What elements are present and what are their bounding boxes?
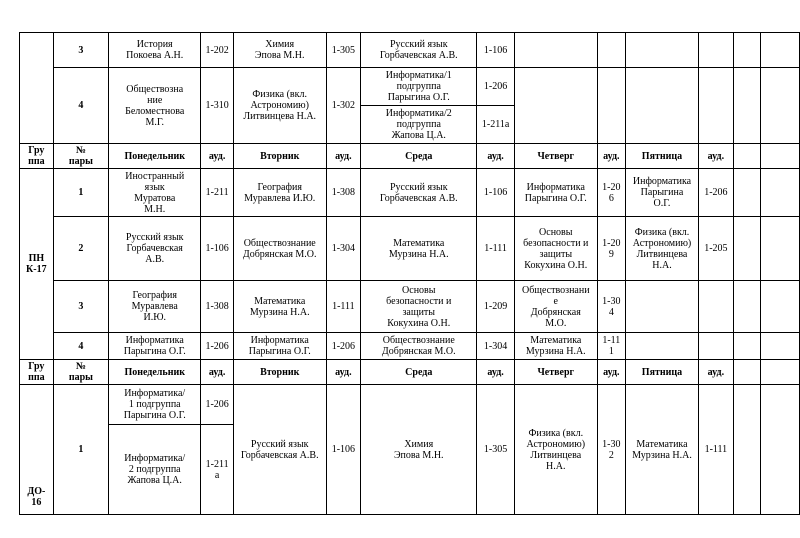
table-row — [20, 33, 800, 68]
pair-number: 1 — [53, 385, 108, 515]
wednesday-room: 1-209 — [477, 281, 515, 333]
header-room: ауд. — [477, 360, 515, 385]
friday-subject — [625, 281, 698, 333]
monday-subgroup-1: Информатика/ 1 подгруппа Парыгина О.Г. — [109, 385, 201, 425]
thursday-room: 1-30 4 — [597, 281, 625, 333]
group-cell — [20, 33, 54, 144]
wednesday-subject: Химия Эпова М.Н. — [361, 385, 477, 515]
monday-subject: Иностранный язык Муратова М.Н. — [109, 169, 201, 217]
header-room: ауд. — [699, 144, 734, 169]
thursday-room — [597, 33, 625, 68]
friday-room: 1-205 — [699, 217, 734, 281]
monday-room: 1-211 а — [201, 425, 234, 515]
tuesday-subject: Русский язык Горбачевская А.В. — [233, 385, 326, 515]
thursday-subject: Информатика Парыгина О.Г. — [514, 169, 597, 217]
friday-room — [699, 281, 734, 333]
friday-room — [699, 333, 734, 360]
tuesday-subject: Математика Мурзина Н.А. — [233, 281, 326, 333]
header-group: Гру ппа — [20, 360, 54, 385]
extra-cell — [761, 169, 800, 217]
extra-cell — [733, 217, 761, 281]
wednesday-subgroup-1: Информатика/1 подгруппа Парыгина О.Г. — [361, 68, 477, 106]
tuesday-subject: Обществознание Добрянская М.О. — [233, 217, 326, 281]
thursday-subject: Основы безопасности и защиты Кокухина О.Н. — [514, 217, 597, 281]
pair-number: 4 — [53, 333, 108, 360]
schedule-table — [19, 32, 800, 515]
monday-room: 1-202 — [201, 33, 234, 68]
extra-cell — [733, 33, 761, 68]
extra-cell — [733, 281, 761, 333]
friday-room: 1-206 — [699, 169, 734, 217]
friday-subject: Физика (вкл. Астрономию) Литвинцева Н.А. — [625, 217, 698, 281]
thursday-room — [597, 68, 625, 144]
header-friday: Пятница — [625, 360, 698, 385]
thursday-subject: Математика Мурзина Н.А. — [514, 333, 597, 360]
thursday-room: 1-30 2 — [597, 385, 625, 515]
wednesday-subject: Основы безопасности и защиты Кокухина О.Н. — [361, 281, 477, 333]
header-wednesday: Среда — [361, 360, 477, 385]
tuesday-room: 1-111 — [326, 281, 361, 333]
tuesday-room: 1-206 — [326, 333, 361, 360]
friday-room: 1-111 — [699, 385, 734, 515]
header-friday: Пятница — [625, 144, 698, 169]
extra-cell — [733, 169, 761, 217]
thursday-room: 1-20 9 — [597, 217, 625, 281]
thursday-subject: Обществознани е Добрянская М.О. — [514, 281, 597, 333]
friday-subject — [625, 33, 698, 68]
friday-room — [699, 68, 734, 144]
extra-cell — [733, 360, 761, 385]
extra-cell — [733, 385, 761, 515]
friday-subject: Информатика Парыгина О.Г. — [625, 169, 698, 217]
wednesday-room: 1-111 — [477, 217, 515, 281]
header-room: ауд. — [597, 144, 625, 169]
table-row — [20, 217, 800, 281]
thursday-room: 1-11 1 — [597, 333, 625, 360]
table-row — [20, 281, 800, 333]
tuesday-room: 1-304 — [326, 217, 361, 281]
group-name: ДО- 16 — [20, 385, 54, 515]
header-room: ауд. — [477, 144, 515, 169]
header-wednesday: Среда — [361, 144, 477, 169]
header-room: ауд. — [699, 360, 734, 385]
group-name: ПН К-17 — [20, 169, 54, 360]
tuesday-subject: География Муравлева И.Ю. — [233, 169, 326, 217]
thursday-subject: Физика (вкл. Астрономию) Литвинцева Н.А. — [514, 385, 597, 515]
header-thursday: Четверг — [514, 144, 597, 169]
monday-subject: История Покоева А.Н. — [109, 33, 201, 68]
monday-room: 1-310 — [201, 68, 234, 144]
extra-cell — [761, 360, 800, 385]
header-monday: Понедельник — [109, 144, 201, 169]
table-header-row — [20, 360, 800, 385]
pair-number: 4 — [53, 68, 108, 144]
header-room: ауд. — [201, 360, 234, 385]
header-room: ауд. — [597, 360, 625, 385]
pair-number: 3 — [53, 281, 108, 333]
wednesday-room: 1-206 — [477, 68, 515, 106]
monday-subject: География Муравлева И.Ю. — [109, 281, 201, 333]
wednesday-subject: Обществознание Добрянская М.О. — [361, 333, 477, 360]
tuesday-subject: Физика (вкл. Астрономию) Литвинцева Н.А. — [233, 68, 326, 144]
tuesday-subject: Информатика Парыгина О.Г. — [233, 333, 326, 360]
wednesday-subject: Русский язык Горбачевская А.В. — [361, 169, 477, 217]
friday-room — [699, 33, 734, 68]
tuesday-subject: Химия Эпова М.Н. — [233, 33, 326, 68]
tuesday-room: 1-308 — [326, 169, 361, 217]
wednesday-room: 1-304 — [477, 333, 515, 360]
friday-subject: Математика Мурзина Н.А. — [625, 385, 698, 515]
wednesday-room: 1-106 — [477, 169, 515, 217]
header-tuesday: Вторник — [233, 144, 326, 169]
pair-number: 3 — [53, 33, 108, 68]
wednesday-subject: Русский язык Горбачевская А.В. — [361, 33, 477, 68]
monday-room: 1-206 — [201, 333, 234, 360]
extra-cell — [733, 144, 761, 169]
header-group: Гру ппа — [20, 144, 54, 169]
table-header-row — [20, 144, 800, 169]
monday-room: 1-106 — [201, 217, 234, 281]
header-room: ауд. — [326, 144, 361, 169]
extra-cell — [761, 333, 800, 360]
monday-subgroup-2: Информатика/ 2 подгруппа Жапова Ц.А. — [109, 425, 201, 515]
friday-subject — [625, 333, 698, 360]
extra-cell — [733, 333, 761, 360]
schedule-sheet — [19, 32, 800, 515]
wednesday-room: 1-305 — [477, 385, 515, 515]
header-thursday: Четверг — [514, 360, 597, 385]
extra-cell — [733, 68, 761, 144]
table-row — [20, 333, 800, 360]
tuesday-room: 1-305 — [326, 33, 361, 68]
pair-number: 1 — [53, 169, 108, 217]
monday-subject: Информатика Парыгина О.Г. — [109, 333, 201, 360]
table-row — [20, 385, 800, 425]
tuesday-room: 1-302 — [326, 68, 361, 144]
table-row — [20, 68, 800, 106]
header-monday: Понедельник — [109, 360, 201, 385]
extra-cell — [761, 385, 800, 515]
extra-cell — [761, 33, 800, 68]
tuesday-room: 1-106 — [326, 385, 361, 515]
monday-subject: Русский язык Горбачевская А.В. — [109, 217, 201, 281]
extra-cell — [761, 144, 800, 169]
wednesday-subject: Математика Мурзина Н.А. — [361, 217, 477, 281]
wednesday-room: 1-106 — [477, 33, 515, 68]
extra-cell — [761, 281, 800, 333]
extra-cell — [761, 217, 800, 281]
monday-room: 1-211 — [201, 169, 234, 217]
friday-subject — [625, 68, 698, 144]
wednesday-subgroup-2: Информатика/2 подгруппа Жапова Ц.А. — [361, 106, 477, 144]
thursday-room: 1-20 6 — [597, 169, 625, 217]
header-room: ауд. — [326, 360, 361, 385]
monday-subject: Обществозна ние Беломестнова М.Г. — [109, 68, 201, 144]
extra-cell — [761, 68, 800, 144]
monday-room: 1-308 — [201, 281, 234, 333]
thursday-subject — [514, 68, 597, 144]
header-room: ауд. — [201, 144, 234, 169]
header-pair: № пары — [53, 144, 108, 169]
header-pair: № пары — [53, 360, 108, 385]
pair-number: 2 — [53, 217, 108, 281]
table-row — [20, 169, 800, 217]
monday-room: 1-206 — [201, 385, 234, 425]
wednesday-room: 1-211а — [477, 106, 515, 144]
header-tuesday: Вторник — [233, 360, 326, 385]
thursday-subject — [514, 33, 597, 68]
